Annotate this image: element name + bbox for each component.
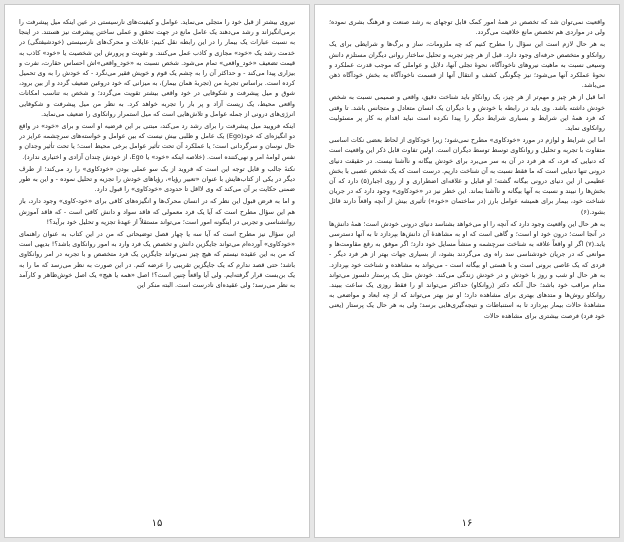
left-page-text [19,17,295,497]
paragraph: به هر حال لازم است این سؤال را مطرح کنیم که چه ملزومات، ساز و برگ‌ها و شرایطی برای یک روانکاو و متخصص حرفه‌ای وجود دارد. قبل از هر چیز تجربه و تحلیل ساختار روانی دیگران مستلزم دانش وسیعی نسبت به ماهیت نیروهای ناخودآگاه، نحوهٔ تجلی آنها، دلایل و عواملی که موجب قدرت عملکرد و نحوهٔ عملکرد آنها می‌شود؛ نیز چگونگی کشف و انتقال آنها از قسمت ناخودآگاه به بخش خودآگاه ذهن می‌باشد. [329,40,605,90]
page-number: ۱۵ [151,518,163,529]
page-number: ۱۶ [461,518,473,529]
paragraph: اما این شرایط و لوازم در مورد «خودکاوی» مطرح نمی‌شود؛ زیرا خودکاوی از لحاظ بعضی نکات اساسی متفاوت با تجربه و تحلیل و روانکاوی توسط توسط دیگران است. اولین تفاوت قابل ذکر این واقعیت است که دنیایی که فرد، که هر فرد در آن به سر می‌برد برای خودش بیگانه و ناآشنا نیست. در حقیقت دنیای درونی تنها دنیایی است که ما فقط نسبت به آن شناخت داریم. درست است که یک شخص عصبی با بخش عظیمی از این دنیای درونی بیگانه گشته؛ او قبایل و علاقه‌ای اضطراری و از روی اجبار(۵) دارد که آن بخش‌ها را نبیند و نسبت به آنها بیگانه و ناآشنا بماند. این خطر نیز در «خودکاوی» وجود دارد که در جریان شناخت خود، بیمار برای همیشه عوامل بارز (در ساختمان «خود») تأثیری بیش از آنچه واقعاً دارند قائل بشود.(۶) [329,136,605,216]
paragraph: اینکه فرویید میل پیشرفت را برای رشد رد می‌کند، مبتنی بر این فرضیه او است و برای «خود» در واقع دو انگیزه‌ای که خود(Ego) یک عامل و ظلبی بیش نیست که بین عوامل و خواسته‌های سرچشمه غرایز در حال نوسان و سرگردانی است؛ یا عملکرد آن تحت تأثیر عوامل برخی محیط است؛ یا تحت تأثیر وجدان و نفس لوامهٔ امر و نهی‌کننده است. (خلاصه اینکه «خود» یا Ego، از خودش چندان آزادی و اختیاری ندارد). [19,122,295,161]
paragraph: نیروی بیشتر از قبل خود را متجلی می‌نماید. عوامل و کیفیت‌های نارسیستی در عین اینکه میل پیشرفت را برمی‌انگیزاند و رشد می‌دهند یک عامل مانع در جهت تحقق و عملی ساختن پیشرفت نیز هستند. در اینجا به نسبت عبارات یک بیمار را در این رابطه نقل کنیم: غایلات و محرک‌های نارسیستی (خودشیفتگی) در خدمت رشد یک «خود» مجازی و کاذب عمل می‌کنند. و تقویت و پرورش این شخصیت یا «خود» کاذب به قیمت تضعیف «خود_واقعی» تمام می‌شود. شخص نسبت به «خود_واقعی»اش احساس حقارت، نفرت و بیزاری پیدا می‌کند - و حداکثر آن را به چشم یک قوم و خویش فقیر می‌نگرد - که خودش را به وی تحمیل کرده است. براساس تجربهٔ من (تجربهٔ همان بیمار)، به میزانی که خود دروغین ضعیف گردد و از بین برود، شوق و میل پیشرفت و شکوفایی در خود واقعی بیشتر تقویت می‌گردد؛ و شخص به تناسب امکانات واقعی محیط، یک زیست آزاد و پر بار را تجربه خواهد کرد. به نظر من میل پیشرفت و شکوفایی انرژی‌های درونی از جمله عوامل و تلاش‌هایی است که میل استمرار روانکاوی را ضعیف می‌نماید. [19,18,295,118]
paragraph: این سؤال نیز مطرح است که آیا سه یا چهار فصل توضیحاتی که من در این کتاب به عنوان راهنمای «خودکاوی» آورده‌ام می‌تواند جایگزین دانش و تخصص یک فرد وارد به امور روانکاوی باشد؟! بدیهی است که من به این عقیده نیستم که هیچ چیز نمی‌تواند جایگزین یک فرد متخصص و با تجربه در امر روانکاوی باشد؛ حتی قصد ندارم که یک جایگزین تقریبی را عرضه کنم. در این صورت به نظر می‌رسد که ما را به یک بن‌بست قرار گرفته‌ایم. ولی آیا واقعاً چنین است؟! اصل «همه یا هیچ» یک اصل خوش‌ظاهر و کارآمد به نظر می‌رسد؛ ولی عقیده‌ای نادرست است. البته منکر این [19,230,295,290]
right-page-text [329,17,605,497]
paragraph: نکتهٔ جالب و قابل توجه این است که فروید از یک سو عملی بودن «خودکاوی» را رد می‌کند؛ از طرف دیگر در یکی از کتاب‌هایش با عنوان «تعبیر رؤیا»، رؤیاهای خودش را تجزیه و تحلیل نموده - و این به طور ضمنی حکایت بر آن می‌کند که وی لااقل تا حدودی «خودکاوی» را قبول دارد. [19,164,295,194]
paragraph: و اما به فرض قبول این نظر که در انسان محرک‌ها و انگیزه‌های کافی برای «خود-کاوی» وجود دارد، باز هم این سؤال مطرح است که آیا یک فرد معمولی که فاقد سواد و دانش کافی است - که فاقد آموزش روانشناسی و تجربی در اینگونه امور است؛ می‌تواند مستقلاً از عهدهٔ تجزیه و تحلیل خود برآید؟! [19,197,295,226]
paragraph: اما قبل از هر چیز و مهم‌تر از هر چیز، یک روانکاو باید شناخت دقیق، واقعی و صمیمی نسبت به شخص خودش داشته باشد. وی باید در رابطه با خودش و با دیگران یک انسان متعادل و متجانس باشد. تا وقتی که فرد همهٔ این شرایط و بسیاری شرایط دیگر را پیدا نکرده است نباید اقدام به کار پر مسئولیت روانکاوی نماید. [329,93,605,133]
paragraph: واقعیت نمی‌توان شد که تخصص در همهٔ امور کمک قابل توجهای به رشد صنعت و فرهنگ بشری نموده؛ ولی در مواردی هم تخصص مانع خلاقیت می‌گردد. [329,18,605,37]
right-page [314,4,620,538]
left-page [4,4,310,538]
paragraph: به هر حال این واقعیت وجود دارد که آنچه را او می‌خواهد بشناسد دنیای درونی خودش است؛ همهٔ دانش‌ها در آنجا است؛ درون خود او است؛ و گاهی است که او به مشاهدهٔ آن دانش‌ها بپردازد تا به آنها دسترسی یابد.(۷) اگر او واقعاً علاقه به شناخت سرچشمه و منشأ مسایل خود دارد؛ اگر موفق به رفع مقاومت‌ها و موانعی که در جریان خودشناسی سد راه وی می‌گردند بشود، از بسیاری جهات بهتر از هر فرد دیگر - فردی که یک غاصی برونی است و با هستی او بیگانه است - می‌تواند به مشاهده و شناخت خود بپردازد. به هر حال او شب و روز با خودش و در خودش زندگی می‌کند. خودش مثل یک پرستار دلسوز می‌تواند مدام مراقب خود باشد؛ حال آنکه دکتر (روانکاو) حداکثر می‌تواند او را فقط روزی یک ساعت ببیند. روانکاو روش‌ها و متدهای بهتری برای مشاهده دارد؛ او نیز بهتر می‌تواند که از چه ابعاد و مواضعی به مشاهدهٔ حالات بیمار بپردازد تا به استنباطات و نتیجه‌گیری‌هایی برسد؛ ولی به هر حال یک پرستار (یعنی خود فرد) فرصت بیشتری برای مشاهده حالات [329,219,605,320]
